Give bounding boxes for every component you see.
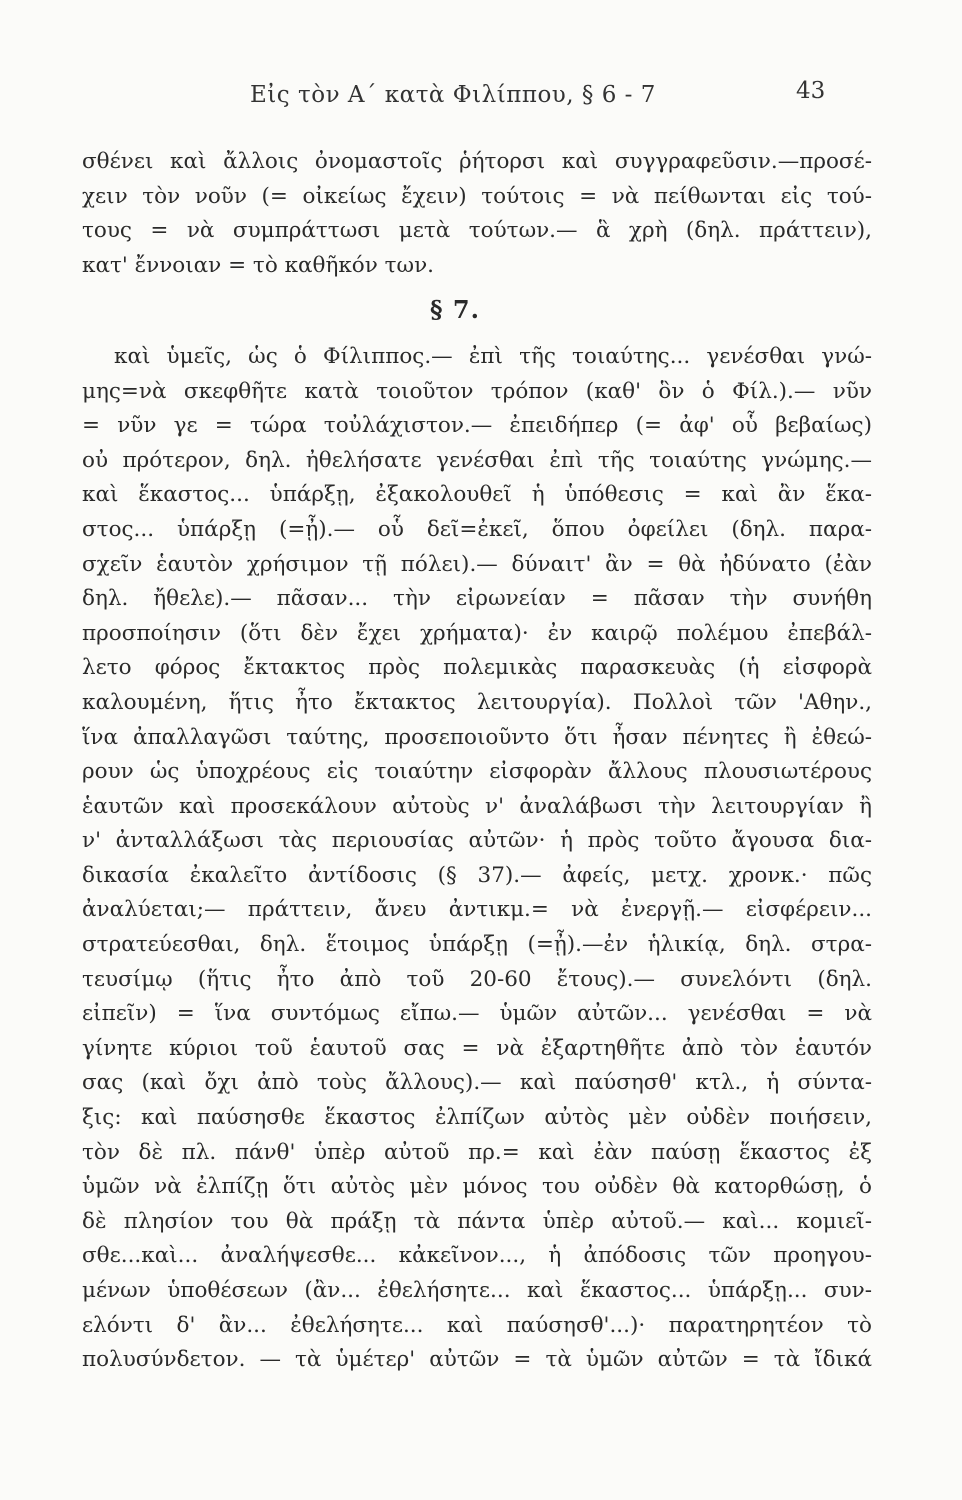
text-line: πολυσύνδετον. — τὰ ὑμέτερ' αὐτῶν = τὰ ὑμῶν αὐτῶν = τὰ ἴδικά xyxy=(82,1347,872,1373)
text-line: στος... ὑπάρξῃ (=ᾖ).— οὗ δεῖ=ἐκεῖ, ὅπου ὀφείλει (δηλ. παρα- xyxy=(82,516,872,542)
text-line: σχεῖν ἑαυτὸν χρήσιμον τῇ πόλει).— δύναιτ' ἂν = θὰ ἠδύνατο (ἐὰν xyxy=(82,551,872,577)
text-line: προσποίησιν (ὅτι δὲν ἔχει χρήματα)· ἐν καιρῷ πολέμου ἐπεβάλ- xyxy=(82,620,872,646)
text-line: λετο φόρος ἔκτακτος πρὸς πολεμικὰς παρασκευὰς (ἡ εἰσφορὰ xyxy=(82,655,872,681)
text-line: σθένει καὶ ἄλλοις ὀνομαστοῖς ῥήτορσι καὶ συγγραφεῦσιν.—προσέ- xyxy=(82,149,872,174)
text-line: ὑμῶν νὰ ἐλπίζῃ ὅτι αὐτὸς μὲν μόνος του οὐδὲν θὰ κατορθώσῃ, ὁ xyxy=(82,1174,872,1200)
text-line: γίνητε κύριοι τοῦ ἑαυτοῦ σας = νὰ ἐξαρτηθῆτε ἀπὸ τὸν ἑαυτόν xyxy=(82,1035,872,1061)
text-line: καὶ ὑμεῖς, ὡς ὁ Φίλιππος.— ἐπὶ τῆς τοιαύτης... γενέσθαι γνώ- xyxy=(114,343,872,369)
text-line: μης=νὰ σκεφθῆτε κατὰ τοιοῦτον τρόπον (καθ' ὃν ὁ Φίλ.).— νῦν xyxy=(82,378,872,404)
text-line: δικασία ἐκαλεῖτο ἀντίδοσις (§ 37).— ἀφείς, μετχ. χρονκ.· πῶς xyxy=(82,862,872,888)
text-line: μένων ὑποθέσεων (ἂν... ἐθελήσητε... καὶ ἕκαστος... ὑπάρξῃ... συν- xyxy=(82,1278,872,1303)
text-line: ρουν ὡς ὑποχρέους εἰς τοιαύτην εἰσφορὰν ἄλλους πλουσιωτέρους xyxy=(82,759,872,785)
text-line: ἀναλύεται;— πράττειν, ἄνευ ἀντικμ.= νὰ ἐνεργῇ.— εἰσφέρειν... xyxy=(82,897,872,923)
text-line: οὐ πρότερον, δηλ. ἠθελήσατε γενέσθαι ἐπὶ τῆς τοιαύτης γνώμης.— xyxy=(82,447,872,473)
text-line: ἵνα ἀπαλλαγῶσι ταύτης, προσεποιοῦντο ὅτι ἦσαν πένητες ἢ ἐθεώ- xyxy=(82,724,872,750)
text-line: στρατεύεσθαι, δηλ. ἕτοιμος ὑπάρξῃ (=ᾖ).—ἐν ἡλικίᾳ, δηλ. στρα- xyxy=(82,932,872,958)
text-line: τους = νὰ συμπράττωσι μετὰ τούτων.— ἃ χρὴ (δηλ. πράττειν), xyxy=(82,218,872,244)
text-line: = νῦν γε = τώρα τοὐλάχιστον.— ἐπειδήπερ (= ἀφ' οὗ βεβαίως) xyxy=(82,413,872,439)
text-line: κατ' ἔννοιαν = τὸ καθῆκόν των. xyxy=(82,252,434,278)
page-body xyxy=(82,145,872,1378)
text-line: καὶ ἕκαστος... ὑπάρξῃ, ἐξακολουθεῖ ἡ ὑπόθεσις = καὶ ἂν ἕκα- xyxy=(82,482,872,508)
running-head: Εἰς τὸν Α΄ κατὰ Φιλίππου, § 6 - 7 xyxy=(250,82,656,108)
text-line: ἑαυτῶν καὶ προσεκάλουν αὐτοὺς ν' ἀναλάβωσι τὴν λειτουργίαν ἢ xyxy=(82,793,872,819)
text-line: σας (καὶ ὄχι ἀπὸ τοὺς ἄλλους).— καὶ παύσησθ' κτλ., ἡ σύντα- xyxy=(82,1070,872,1096)
text-line: σθε...καὶ... ἀναλήψεσθε... κἀκεῖνον..., ἡ ἀπόδοσις τῶν προηγου- xyxy=(82,1243,872,1269)
text-line: καλουμένη, ἥτις ἦτο ἔκτακτος λειτουργία). Πολλοὶ τῶν 'Αθην., xyxy=(82,689,872,715)
text-line: χειν τὸν νοῦν (= οἰκείως ἔχειν) τούτοις = νὰ πείθωνται εἰς τού- xyxy=(82,183,872,209)
text-line: εἰπεῖν) = ἵνα συντόμως εἴπω.— ὑμῶν αὐτῶν... γενέσθαι = νὰ xyxy=(82,1001,872,1027)
page-number: 43 xyxy=(796,78,826,104)
text-line: δὲ πλησίον του θὰ πράξῃ τὰ πάντα ὑπὲρ αὐτοῦ.— καὶ... κομιεῖ- xyxy=(82,1208,872,1234)
text-line: δηλ. ἤθελε).— πᾶσαν... τὴν εἰρωνείαν = πᾶσαν τὴν συνήθη xyxy=(82,586,872,612)
text-line: τὸν δὲ πλ. πάνθ' ὑπὲρ αὐτοῦ πρ.= καὶ ἐὰν παύσῃ ἕκαστος ἐξ xyxy=(82,1139,872,1165)
text-line: ελόντι δ' ἂν... ἐθελήσητε... καὶ παύσησθ'...)· παρατηρητέον τὸ xyxy=(82,1312,872,1338)
text-line: ν' ἀνταλλάξωσι τὰς περιουσίας αὐτῶν· ἡ πρὸς τοῦτο ἄγουσα δια- xyxy=(82,828,872,854)
text-line: τευσίμῳ (ἥτις ἦτο ἀπὸ τοῦ 20-60 ἔτους).— συνελόντι (δηλ. xyxy=(82,966,872,992)
text-line: ξις: καὶ παύσησθε ἕκαστος ἐλπίζων αὐτὸς μὲν οὐδὲν ποιήσειν, xyxy=(82,1105,872,1131)
section-heading: § 7. xyxy=(430,295,480,325)
